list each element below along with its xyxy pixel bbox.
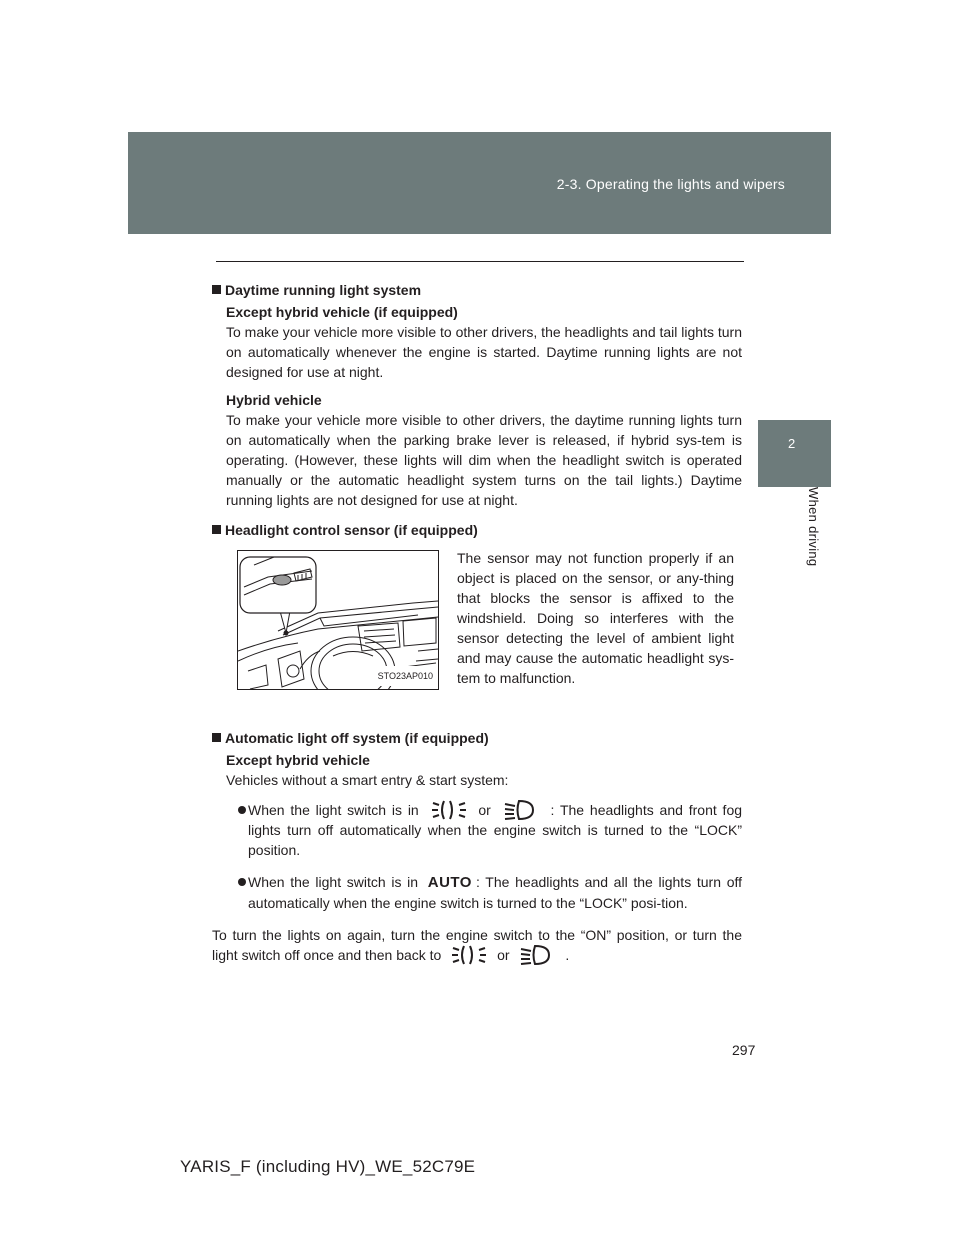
chapter-tab-number [758, 420, 831, 487]
chapter-tab-label [758, 487, 831, 687]
round-bullet-icon [238, 878, 246, 886]
square-bullet-icon [212, 733, 221, 742]
drl-hybrid-text: To make your vehicle more visible to other drivers, the daytime running lights turn on automatically when the parking brake lever is released, if hybrid sys-tem is operating. (However, these lights will dim when the headlight switch is operated manually or the automatic headlight system turns on the tail lights.) Daytime running lights are not designed for use at night. [226, 412, 742, 508]
tail-light-icon [431, 797, 467, 823]
section-heading-drl: Daytime running light system [212, 280, 742, 300]
auto-off-body [212, 750, 742, 790]
sensor-text: The sensor may not function properly if an object is placed on the sensor, or any-thing that blocks the sensor is affixed to the windshield. Doing so interferes with the sensor detecting the level of ambient light and may cause the automatic headlight sys-tem to malfunction. [457, 550, 734, 686]
page-number: 297 [732, 1042, 756, 1058]
auto-off-except-label: Except hybrid vehicle [226, 752, 370, 768]
bullet-item: When the light switch is in or : The headlights and front fog lights turn off automatically when the engine switch is turned to the “LOCK” position. [212, 800, 742, 860]
drl-body [212, 302, 742, 510]
headlight-icon [519, 942, 555, 968]
sensor-row [212, 550, 742, 728]
headlight-icon [503, 797, 539, 823]
auto-icon: AUTO [427, 874, 472, 891]
chapter-number: 2 [788, 436, 796, 451]
square-bullet-icon [212, 285, 221, 294]
header-band [128, 132, 831, 234]
bullet-item: When the light switch is in AUTO : The headlights and all the lights turn off automatically when the engine switch is turned to the “LOCK” posi-tion. [212, 872, 742, 913]
round-bullet-icon [238, 806, 246, 814]
header-rule [216, 261, 744, 262]
figure-code: STO23AP010 [376, 666, 435, 686]
chapter-label: When driving [806, 487, 821, 567]
dashboard-sensor-figure [237, 550, 439, 690]
drl-except-text: To make your vehicle more visible to other drivers, the headlights and tail lights turn on automatically whenever the engine is started. Daytime running lights are not designed for use at night. [226, 324, 742, 380]
drl-except-label: Except hybrid vehicle (if equipped) [226, 304, 458, 320]
section-heading-auto-off: Automatic light off system (if equipped) [212, 728, 742, 748]
closing-text: To turn the lights on again, turn the engine switch to the “ON” position, or turn the light switch off once and then back to or . [212, 925, 742, 965]
auto-off-intro: Vehicles without a smart entry & start system: [226, 772, 509, 788]
tail-light-icon [451, 942, 487, 968]
section-heading-sensor: Headlight control sensor (if equipped) [212, 520, 742, 540]
square-bullet-icon [212, 525, 221, 534]
section-title: 2-3. Operating the lights and wipers [556, 176, 785, 192]
main-content [212, 280, 742, 965]
drl-hybrid-label: Hybrid vehicle [226, 392, 322, 408]
model-code: YARIS_F (including HV)_WE_52C79E [180, 1157, 476, 1176]
